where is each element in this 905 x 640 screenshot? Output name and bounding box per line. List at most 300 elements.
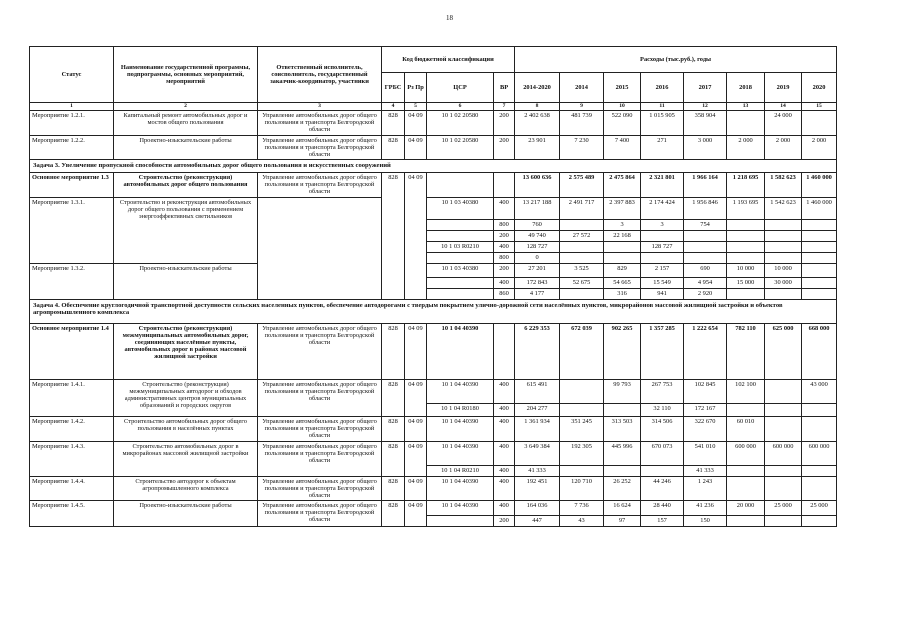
- grbs-cell: 828: [382, 111, 405, 136]
- amount-cell: 43 000: [802, 379, 837, 403]
- amount-cell: [802, 263, 837, 277]
- column-number-row: [30, 103, 837, 111]
- header-year: 2015: [604, 73, 641, 103]
- responsible-cell: Управление автомобильных дорог общего пользования и транспорта Белгородской области: [258, 111, 382, 136]
- rzpr-cell: 04 09: [405, 111, 427, 136]
- amount-cell: 27 572: [560, 230, 604, 241]
- header-responsible: Ответственный исполнитель, соисполнитель, государственный заказчик-координатор, участники: [258, 47, 382, 103]
- amount-cell: 157: [641, 516, 684, 527]
- vr-cell: 800: [494, 252, 515, 263]
- amount-cell: 625 000: [765, 323, 802, 379]
- amount-cell: 1 222 654: [684, 323, 727, 379]
- amount-cell: 1 582 623: [765, 173, 802, 198]
- csr-cell: [427, 516, 494, 527]
- amount-cell: 2 000: [765, 135, 802, 160]
- amount-cell: [727, 516, 765, 527]
- vr-cell: 860: [494, 288, 515, 299]
- column-number: 10: [604, 103, 641, 111]
- amount-cell: 358 904: [684, 111, 727, 136]
- amount-cell: 314 506: [641, 416, 684, 441]
- measure-name-cell: Строительство (реконструкция) межмуниципальных автомобильных дорог, соединяющих населённые пункты, автомобильных дорог в районах массовой жилищной застройки: [114, 323, 258, 379]
- header-status: Статус: [30, 47, 114, 103]
- amount-cell: [560, 288, 604, 299]
- amount-cell: 941: [641, 288, 684, 299]
- amount-cell: [765, 379, 802, 403]
- vr-cell: 400: [494, 403, 515, 416]
- responsible-cell: Управление автомобильных дорог общего пользования и транспорта Белгородской области: [258, 173, 382, 198]
- amount-cell: 1 460 000: [802, 197, 837, 219]
- amount-cell: 1 956 846: [684, 197, 727, 219]
- header-year: 2014-2020: [515, 73, 560, 103]
- amount-cell: 1 542 623: [765, 197, 802, 219]
- csr-cell: 10 1 03 40380: [427, 197, 494, 219]
- rzpr-cell: 04 09: [405, 441, 427, 476]
- amount-cell: [765, 465, 802, 476]
- rzpr-cell: 04 09: [405, 476, 427, 501]
- vr-cell: 200: [494, 230, 515, 241]
- amount-cell: [560, 219, 604, 230]
- amount-cell: 41 333: [684, 465, 727, 476]
- amount-cell: [765, 219, 802, 230]
- amount-cell: [765, 241, 802, 252]
- amount-cell: 41 333: [515, 465, 560, 476]
- header-grbs: ГРБС: [382, 73, 405, 103]
- table-row: [30, 173, 837, 198]
- amount-cell: 3 649 384: [515, 441, 560, 465]
- amount-cell: 41 236: [684, 501, 727, 516]
- vr-cell: 400: [494, 416, 515, 441]
- amount-cell: 43: [560, 516, 604, 527]
- csr-cell: 10 1 04 40390: [427, 476, 494, 501]
- amount-cell: 102 845: [684, 379, 727, 403]
- amount-cell: [560, 465, 604, 476]
- responsible-cell: Управление автомобильных дорог общего пользования и транспорта Белгородской области: [258, 501, 382, 527]
- amount-cell: 1 015 905: [641, 111, 684, 136]
- amount-cell: 1 243: [684, 476, 727, 501]
- csr-cell: 10 1 03 40380: [427, 263, 494, 277]
- header-csr: ЦСР: [427, 73, 494, 103]
- amount-cell: 54 665: [604, 277, 641, 288]
- column-number: 13: [727, 103, 765, 111]
- status-cell: Мероприятие 1.4.5.: [30, 501, 114, 527]
- vr-cell: 400: [494, 241, 515, 252]
- amount-cell: 164 036: [515, 501, 560, 516]
- amount-cell: 4 954: [684, 277, 727, 288]
- amount-cell: [727, 403, 765, 416]
- column-number: 14: [765, 103, 802, 111]
- amount-cell: [765, 252, 802, 263]
- csr-cell: [427, 288, 494, 299]
- amount-cell: 15 000: [727, 277, 765, 288]
- amount-cell: 2 174 424: [641, 197, 684, 219]
- amount-cell: 2 491 717: [560, 197, 604, 219]
- amount-cell: 541 010: [684, 441, 727, 465]
- csr-cell: [427, 277, 494, 288]
- measure-name-cell: Строительство автомобильных дорог общего пользования в населённых пунктах: [114, 416, 258, 441]
- header-name: Наименование государственной программы, подпрограммы, основных мероприятий, мероприятий: [114, 47, 258, 103]
- amount-cell: 97: [604, 516, 641, 527]
- csr-cell: [427, 219, 494, 230]
- vr-cell: [494, 173, 515, 198]
- amount-cell: 670 073: [641, 441, 684, 465]
- column-number: 6: [427, 103, 494, 111]
- amount-cell: 10 000: [727, 263, 765, 277]
- amount-cell: [684, 230, 727, 241]
- amount-cell: 23 901: [515, 135, 560, 160]
- vr-cell: 200: [494, 263, 515, 277]
- amount-cell: 10 000: [765, 263, 802, 277]
- table-row: [30, 441, 837, 465]
- amount-cell: 120 710: [560, 476, 604, 501]
- amount-cell: [727, 252, 765, 263]
- amount-cell: 829: [604, 263, 641, 277]
- csr-cell: 10 1 04 40390: [427, 416, 494, 441]
- amount-cell: 522 090: [604, 111, 641, 136]
- status-cell: Мероприятие 1.4.3.: [30, 441, 114, 476]
- amount-cell: [641, 465, 684, 476]
- grbs-cell: 828: [382, 323, 405, 379]
- table-row: [30, 476, 837, 501]
- amount-cell: 316: [604, 288, 641, 299]
- amount-cell: 52 675: [560, 277, 604, 288]
- amount-cell: 615 491: [515, 379, 560, 403]
- amount-cell: 128 727: [641, 241, 684, 252]
- amount-cell: [604, 252, 641, 263]
- column-number: 2: [114, 103, 258, 111]
- amount-cell: 44 246: [641, 476, 684, 501]
- amount-cell: 481 739: [560, 111, 604, 136]
- csr-cell: 10 1 04 R0210: [427, 465, 494, 476]
- amount-cell: 322 670: [684, 416, 727, 441]
- grbs-cell: 828: [382, 501, 405, 527]
- grbs-cell: 828: [382, 441, 405, 476]
- table-row: [30, 323, 837, 379]
- column-number: 3: [258, 103, 382, 111]
- amount-cell: 28 440: [641, 501, 684, 516]
- budget-table-container: [29, 46, 836, 527]
- amount-cell: 1 357 285: [641, 323, 684, 379]
- measure-name-cell: Строительство (реконструкция) межмуниципальных автодорог и обходов административных центров муниципальных образований и городских округов: [114, 379, 258, 416]
- amount-cell: 99 793: [604, 379, 641, 403]
- responsible-cell: Управление автомобильных дорог общего пользования и транспорта Белгородской области: [258, 323, 382, 379]
- amount-cell: 267 753: [641, 379, 684, 403]
- amount-cell: 2 920: [684, 288, 727, 299]
- csr-cell: 10 1 02 20580: [427, 111, 494, 136]
- amount-cell: [802, 516, 837, 527]
- header-expenses: Расходы (тыс.руб.), годы: [515, 47, 837, 73]
- amount-cell: 102 100: [727, 379, 765, 403]
- table-row: [30, 263, 837, 277]
- amount-cell: [560, 252, 604, 263]
- responsible-cell: Управление автомобильных дорог общего пользования и транспорта Белгородской области: [258, 379, 382, 416]
- amount-cell: [560, 241, 604, 252]
- amount-cell: 271: [641, 135, 684, 160]
- table-row: [30, 135, 837, 160]
- amount-cell: [560, 379, 604, 403]
- responsible-cell: Управление автомобильных дорог общего пользования и транспорта Белгородской области: [258, 476, 382, 501]
- amount-cell: 1 193 695: [727, 197, 765, 219]
- amount-cell: 3: [641, 219, 684, 230]
- amount-cell: 447: [515, 516, 560, 527]
- rzpr-cell: 04 09: [405, 173, 427, 300]
- csr-cell: 10 1 03 R0210: [427, 241, 494, 252]
- column-number: 5: [405, 103, 427, 111]
- amount-cell: [765, 230, 802, 241]
- header-year: 2020: [802, 73, 837, 103]
- column-number: 15: [802, 103, 837, 111]
- measure-name-cell: Строительство и реконструкция автомобильных дорог общего пользования с применением энергоэффективных светильников: [114, 197, 258, 263]
- status-cell: Мероприятие 1.2.1.: [30, 111, 114, 136]
- amount-cell: 30 000: [765, 277, 802, 288]
- vr-cell: 400: [494, 501, 515, 516]
- amount-cell: 313 503: [604, 416, 641, 441]
- amount-cell: [727, 288, 765, 299]
- header-year: 2019: [765, 73, 802, 103]
- amount-cell: 25 000: [802, 501, 837, 516]
- column-number: 4: [382, 103, 405, 111]
- amount-cell: 22 168: [604, 230, 641, 241]
- grbs-cell: 828: [382, 135, 405, 160]
- page-number: 18: [446, 14, 453, 22]
- vr-cell: 400: [494, 197, 515, 219]
- amount-cell: 172 843: [515, 277, 560, 288]
- csr-cell: 10 1 02 20580: [427, 135, 494, 160]
- task-row: [30, 299, 837, 323]
- amount-cell: [802, 288, 837, 299]
- amount-cell: [727, 465, 765, 476]
- amount-cell: 150: [684, 516, 727, 527]
- amount-cell: [802, 230, 837, 241]
- amount-cell: [560, 403, 604, 416]
- amount-cell: 7 230: [560, 135, 604, 160]
- responsible-cell: Управление автомобильных дорог общего пользования и транспорта Белгородской области: [258, 416, 382, 441]
- amount-cell: 15 549: [641, 277, 684, 288]
- amount-cell: [727, 219, 765, 230]
- responsible-cell: Управление автомобильных дорог общего пользования и транспорта Белгородской области: [258, 135, 382, 160]
- amount-cell: [802, 403, 837, 416]
- table-body: [30, 111, 837, 527]
- amount-cell: 754: [684, 219, 727, 230]
- grbs-cell: 828: [382, 379, 405, 416]
- amount-cell: 600 000: [765, 441, 802, 465]
- amount-cell: 204 277: [515, 403, 560, 416]
- task-heading: Задача 3. Увеличение пропускной способности автомобильных дорог общего пользования и искусственных сооружений: [30, 160, 837, 173]
- column-number: 1: [30, 103, 114, 111]
- csr-cell: 10 1 04 40390: [427, 441, 494, 465]
- amount-cell: 13 217 188: [515, 197, 560, 219]
- amount-cell: [765, 516, 802, 527]
- amount-cell: 192 451: [515, 476, 560, 501]
- measure-name-cell: Проектно-изыскательские работы: [114, 135, 258, 160]
- status-cell: Мероприятие 1.3.1.: [30, 197, 114, 263]
- amount-cell: 24 000: [765, 111, 802, 136]
- amount-cell: 1 460 000: [802, 173, 837, 198]
- column-number: 12: [684, 103, 727, 111]
- amount-cell: 26 252: [604, 476, 641, 501]
- amount-cell: [604, 241, 641, 252]
- header-budget-code: Код бюджетной классификации: [382, 47, 515, 73]
- amount-cell: [604, 465, 641, 476]
- amount-cell: 2 000: [802, 135, 837, 160]
- table-row: [30, 197, 837, 219]
- amount-cell: 16 624: [604, 501, 641, 516]
- amount-cell: [765, 288, 802, 299]
- amount-cell: [641, 252, 684, 263]
- amount-cell: [802, 252, 837, 263]
- amount-cell: 2 475 864: [604, 173, 641, 198]
- vr-cell: 800: [494, 219, 515, 230]
- amount-cell: 690: [684, 263, 727, 277]
- amount-cell: [802, 465, 837, 476]
- amount-cell: 3 000: [684, 135, 727, 160]
- amount-cell: 2 157: [641, 263, 684, 277]
- amount-cell: [684, 241, 727, 252]
- amount-cell: 172 167: [684, 403, 727, 416]
- rzpr-cell: 04 09: [405, 501, 427, 527]
- vr-cell: 400: [494, 465, 515, 476]
- responsible-cell: Управление автомобильных дорог общего пользования и транспорта Белгородской области: [258, 441, 382, 476]
- amount-cell: 7 400: [604, 135, 641, 160]
- measure-name-cell: Строительство (реконструкция) автомобильных дорог общего пользования: [114, 173, 258, 198]
- measure-name-cell: Проектно-изыскательские работы: [114, 263, 258, 299]
- amount-cell: [802, 416, 837, 441]
- amount-cell: 2 321 801: [641, 173, 684, 198]
- amount-cell: 672 039: [560, 323, 604, 379]
- amount-cell: 32 110: [641, 403, 684, 416]
- amount-cell: [802, 476, 837, 501]
- status-cell: Мероприятие 1.2.2.: [30, 135, 114, 160]
- column-number: 8: [515, 103, 560, 111]
- amount-cell: 1 966 164: [684, 173, 727, 198]
- amount-cell: [802, 219, 837, 230]
- header-rzpr: Рз Пр: [405, 73, 427, 103]
- amount-cell: 445 996: [604, 441, 641, 465]
- status-cell: Мероприятие 1.3.2.: [30, 263, 114, 299]
- amount-cell: 2 397 883: [604, 197, 641, 219]
- amount-cell: 128 727: [515, 241, 560, 252]
- amount-cell: 60 010: [727, 416, 765, 441]
- vr-cell: [494, 323, 515, 379]
- amount-cell: 3: [604, 219, 641, 230]
- task-heading: Задача 4. Обеспечение круглогодичной транспортной доступности сельских населенных пунктов, обеспечение автодорогами с твердым покрытием улично-дорожной сети населённых пунктов, микрорайонов массовой жилищной застройки и объектов агропромышленного комплекса: [30, 299, 837, 323]
- vr-cell: 200: [494, 516, 515, 527]
- measure-name-cell: Проектно-изыскательские работы: [114, 501, 258, 527]
- amount-cell: 760: [515, 219, 560, 230]
- amount-cell: [727, 476, 765, 501]
- table-row: [30, 501, 837, 516]
- csr-cell: 10 1 04 40390: [427, 379, 494, 403]
- grbs-cell: 828: [382, 416, 405, 441]
- amount-cell: 600 000: [802, 441, 837, 465]
- status-cell: Основное мероприятие 1.3: [30, 173, 114, 198]
- amount-cell: [727, 241, 765, 252]
- amount-cell: 7 736: [560, 501, 604, 516]
- amount-cell: 782 110: [727, 323, 765, 379]
- amount-cell: [802, 277, 837, 288]
- column-number: 11: [641, 103, 684, 111]
- status-cell: Основное мероприятие 1.4: [30, 323, 114, 379]
- vr-cell: 400: [494, 476, 515, 501]
- header-year: 2018: [727, 73, 765, 103]
- amount-cell: 192 305: [560, 441, 604, 465]
- amount-cell: [765, 416, 802, 441]
- amount-cell: [802, 241, 837, 252]
- status-cell: Мероприятие 1.4.2.: [30, 416, 114, 441]
- table-row: [30, 379, 837, 403]
- csr-cell: [427, 252, 494, 263]
- measure-name-cell: Строительство автомобильных дорог в микрорайонах массовой жилищной застройки: [114, 441, 258, 476]
- amount-cell: 351 245: [560, 416, 604, 441]
- budget-table: [29, 46, 837, 527]
- amount-cell: 902 265: [604, 323, 641, 379]
- table-row: [30, 416, 837, 441]
- status-cell: Мероприятие 1.4.1.: [30, 379, 114, 416]
- amount-cell: [765, 403, 802, 416]
- header-vr: ВР: [494, 73, 515, 103]
- amount-cell: 3 525: [560, 263, 604, 277]
- column-number: 9: [560, 103, 604, 111]
- measure-name-cell: Капитальный ремонт автомобильных дорог и мостов общего пользования: [114, 111, 258, 136]
- amount-cell: 25 000: [765, 501, 802, 516]
- task-row: [30, 160, 837, 173]
- vr-cell: 200: [494, 135, 515, 160]
- amount-cell: 1 218 695: [727, 173, 765, 198]
- amount-cell: 668 000: [802, 323, 837, 379]
- column-number: 7: [494, 103, 515, 111]
- rzpr-cell: 04 09: [405, 135, 427, 160]
- amount-cell: [802, 111, 837, 136]
- amount-cell: 1 361 934: [515, 416, 560, 441]
- rzpr-cell: 04 09: [405, 416, 427, 441]
- amount-cell: 2 402 638: [515, 111, 560, 136]
- amount-cell: [727, 111, 765, 136]
- amount-cell: 49 740: [515, 230, 560, 241]
- amount-cell: 27 201: [515, 263, 560, 277]
- amount-cell: 4 177: [515, 288, 560, 299]
- amount-cell: 2 000: [727, 135, 765, 160]
- amount-cell: 6 229 353: [515, 323, 560, 379]
- csr-cell: [427, 173, 494, 198]
- amount-cell: 600 000: [727, 441, 765, 465]
- header-year: 2016: [641, 73, 684, 103]
- vr-cell: 200: [494, 111, 515, 136]
- grbs-cell: 828: [382, 173, 405, 300]
- vr-cell: 400: [494, 441, 515, 465]
- amount-cell: 0: [515, 252, 560, 263]
- csr-cell: [427, 230, 494, 241]
- grbs-cell: 828: [382, 476, 405, 501]
- responsible-cell: [258, 197, 382, 299]
- amount-cell: 20 000: [727, 501, 765, 516]
- status-cell: Мероприятие 1.4.4.: [30, 476, 114, 501]
- amount-cell: [641, 230, 684, 241]
- csr-cell: 10 1 04 40390: [427, 501, 494, 516]
- rzpr-cell: 04 09: [405, 323, 427, 379]
- amount-cell: 13 600 636: [515, 173, 560, 198]
- table-row: [30, 111, 837, 136]
- csr-cell: 10 1 04 40390: [427, 323, 494, 379]
- vr-cell: 400: [494, 277, 515, 288]
- amount-cell: [727, 230, 765, 241]
- rzpr-cell: 04 09: [405, 379, 427, 416]
- measure-name-cell: Строительство автодорог к объектам агропромышленного комплекса: [114, 476, 258, 501]
- csr-cell: 10 1 04 R0180: [427, 403, 494, 416]
- header-year: 2014: [560, 73, 604, 103]
- amount-cell: [765, 476, 802, 501]
- amount-cell: [604, 403, 641, 416]
- amount-cell: 2 575 489: [560, 173, 604, 198]
- vr-cell: 400: [494, 379, 515, 403]
